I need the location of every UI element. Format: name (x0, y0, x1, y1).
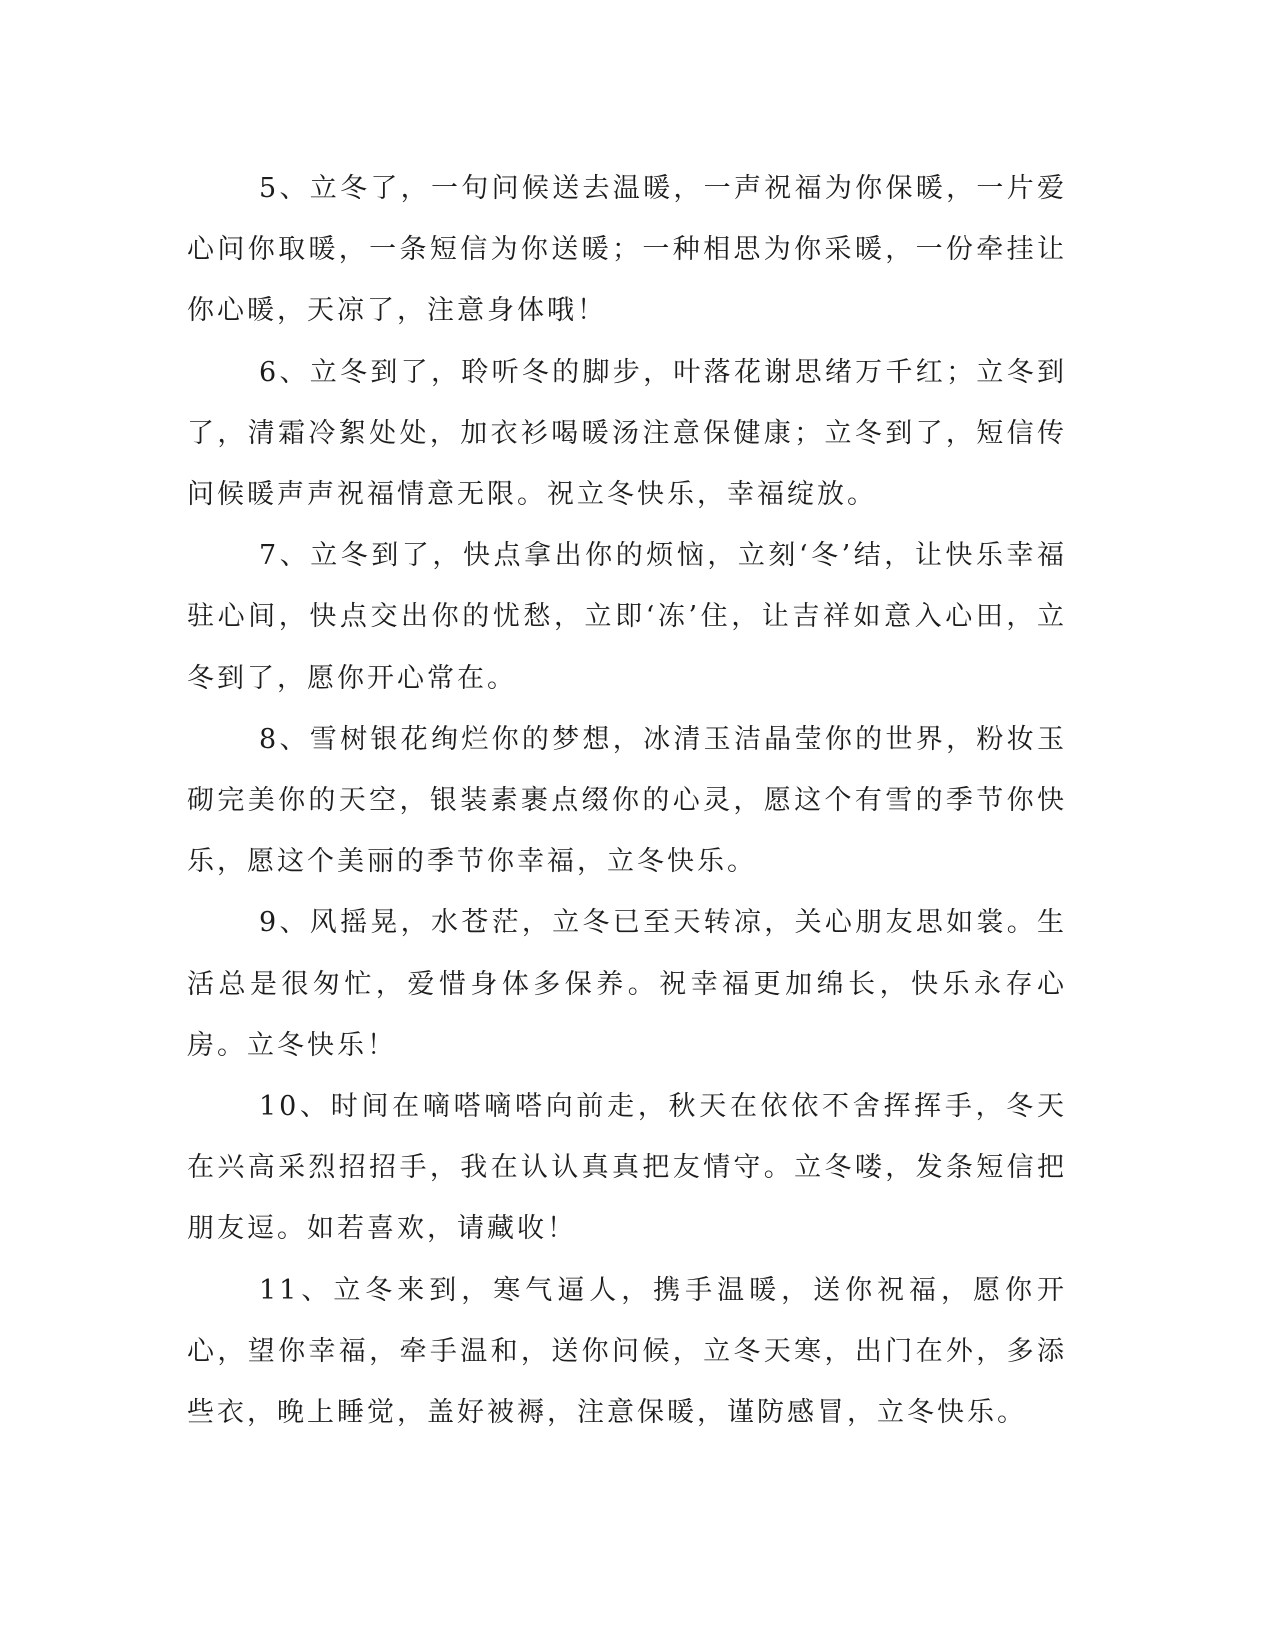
paragraph-10: 10、时间在嘀嗒嘀嗒向前走，秋天在依依不舍挥挥手，冬天在兴高采烈招招手，我在认认真真把友情守。立冬喽，发条短信把朋友逗。如若喜欢，请藏收！ (187, 1091, 1067, 1245)
paragraph-8: 8、雪树银花绚烂你的梦想，冰清玉洁晶莹你的世界，粉妆玉砌完美你的天空，银装素裹点缀你的心灵，愿这个有雪的季节你快乐，愿这个美丽的季节你幸福，立冬快乐。 (187, 723, 1067, 878)
paragraph-6: 6、立冬到了，聆听冬的脚步，叶落花谢思绪万千红；立冬到了，清霜冷絮处处，加衣衫喝暖汤注意保健康；立冬到了，短信传问候暖声声祝福情意无限。祝立冬快乐，幸福绽放。 (187, 356, 1067, 511)
paragraph-7: 7、立冬到了，快点拿出你的烦恼，立刻‘冬’结，让快乐幸福驻心间，快点交出你的忧愁，立即‘冻’住，让吉祥如意入心田，立冬到了，愿你开心常在。 (187, 540, 1067, 694)
paragraph-5: 5、立冬了，一句问候送去温暖，一声祝福为你保暖，一片爱心问你取暖，一条短信为你送暖；一种相思为你采暖，一份牵挂让你心暖，天凉了，注意身体哦！ (187, 173, 1067, 327)
paragraph-11: 11、立冬来到，寒气逼人，携手温暖，送你祝福，愿你开心，望你幸福，牵手温和，送你问候，立冬天寒，出门在外，多添些衣，晚上睡觉，盖好被褥，注意保暖，谨防感冒，立冬快乐。 (187, 1274, 1067, 1429)
paragraph-9: 9、风摇晃，水苍茫，立冬已至天转凉，关心朋友思如裳。生活总是很匆忙，爱惜身体多保养。祝幸福更加绵长，快乐永存心房。立冬快乐！ (187, 907, 1067, 1061)
document-body (187, 158, 1067, 1443)
